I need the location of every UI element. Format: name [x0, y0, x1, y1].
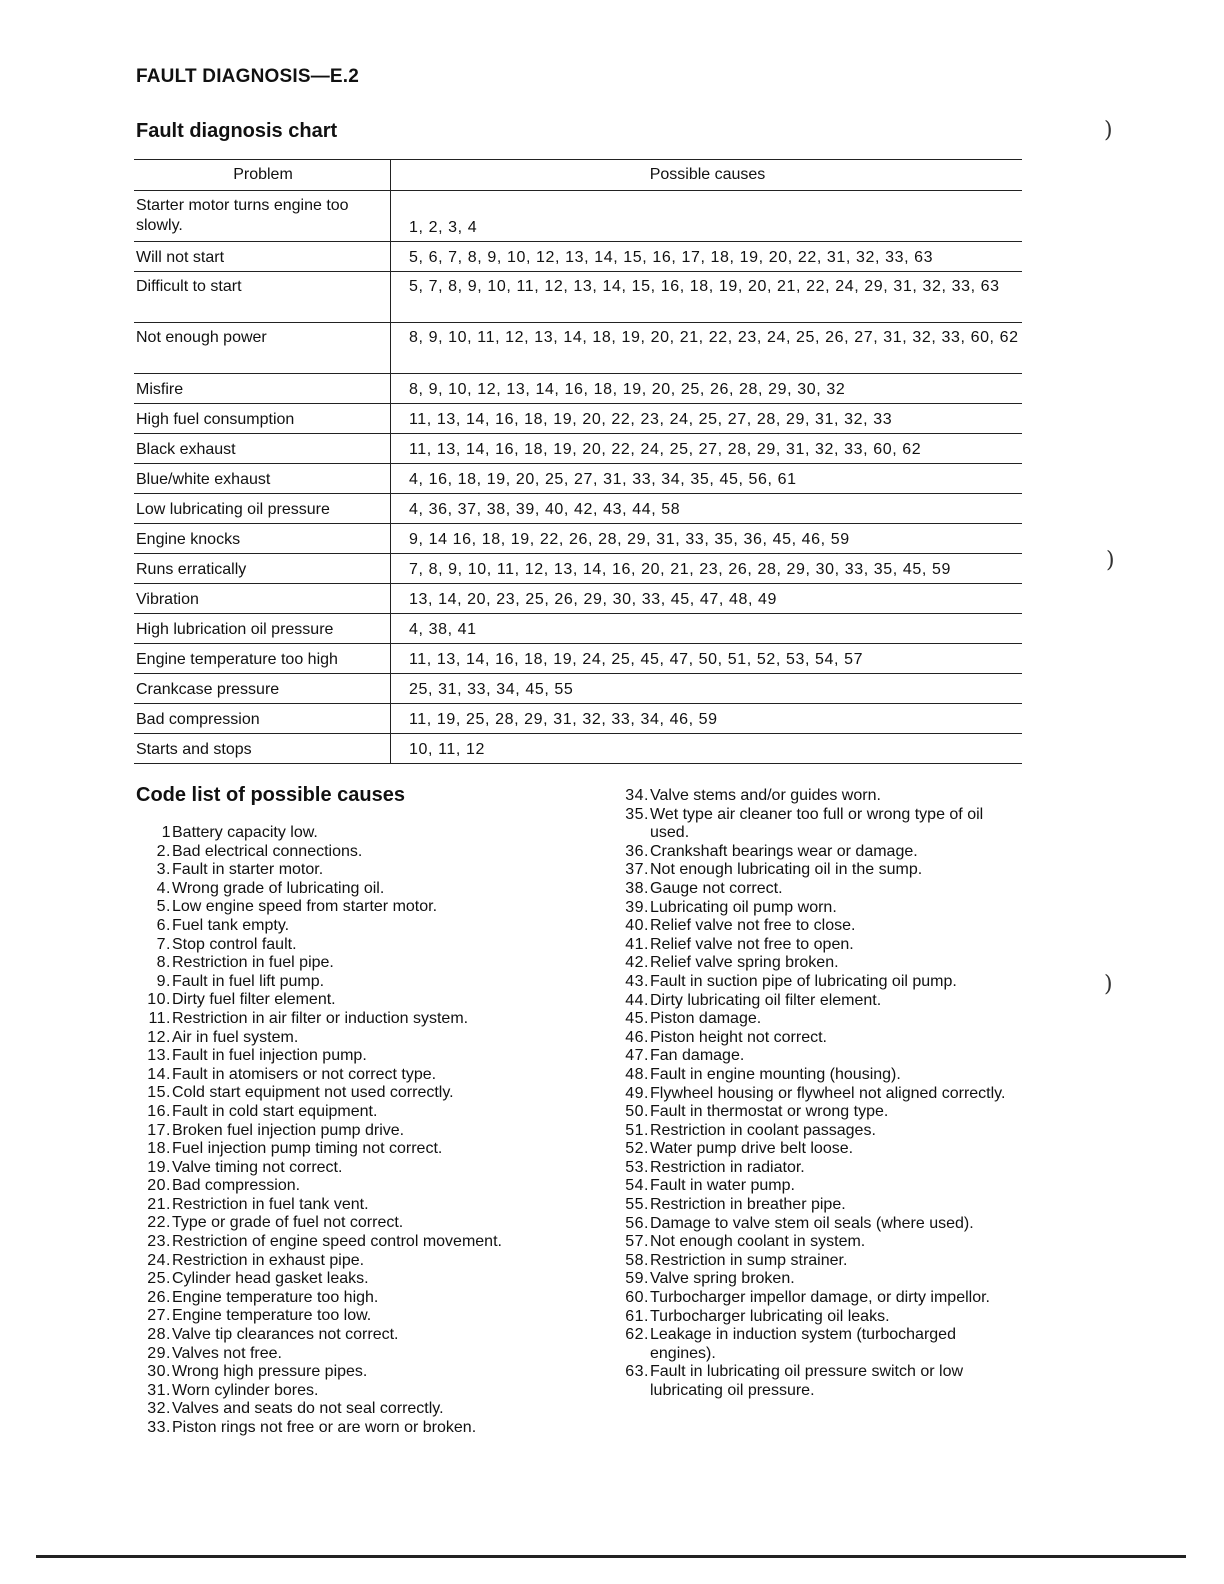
causes-cell: 4, 38, 41 [391, 614, 1023, 644]
causes-cell: 8, 9, 10, 11, 12, 13, 14, 18, 19, 20, 21, 22, 23, 24, 25, 26, 27, 31, 32, 33, 60, 62 [391, 323, 1023, 374]
code-description: Restriction in sump strainer. [650, 1251, 848, 1269]
code-number: 34. [625, 787, 649, 804]
code-number: 8. [156, 954, 171, 972]
code-description: Leakage in induction system (turbocharged engines). [650, 1326, 956, 1362]
table-row [134, 434, 1022, 464]
list-item [612, 1363, 1012, 1400]
table-row [134, 614, 1022, 644]
binder-hole-mark: ) [1106, 548, 1115, 573]
code-description: Dirty fuel filter element. [172, 991, 336, 1009]
problem-cell: Bad compression [134, 704, 391, 734]
list-item [612, 1270, 1012, 1289]
code-number: 5. [156, 898, 171, 916]
causes-cell: 13, 14, 20, 23, 25, 26, 29, 30, 33, 45, 47, 48, 49 [391, 584, 1023, 614]
code-number: 55. [625, 1196, 649, 1214]
list-item [134, 1010, 574, 1029]
causes-cell: 11, 13, 14, 16, 18, 19, 20, 22, 24, 25, 27, 28, 29, 31, 32, 33, 60, 62 [391, 434, 1023, 464]
code-number: 50. [625, 1103, 649, 1121]
code-description: Fault in fuel injection pump. [172, 1047, 367, 1065]
list-item [612, 1326, 1012, 1363]
code-description: Restriction of engine speed control movement. [172, 1233, 502, 1251]
list-item [134, 1400, 574, 1419]
problem-column-header: Problem [134, 160, 391, 191]
code-number: 6. [156, 916, 171, 934]
list-item [612, 787, 1012, 806]
list-item [612, 1196, 1012, 1215]
list-item [612, 1233, 1012, 1252]
code-description: Type or grade of fuel not correct. [172, 1214, 404, 1232]
causes-cell: 4, 16, 18, 19, 20, 25, 27, 31, 33, 34, 35, 45, 56, 61 [391, 464, 1023, 494]
table-row [134, 191, 1022, 242]
code-number: 18. [147, 1140, 171, 1158]
list-item [134, 1252, 574, 1271]
code-number: 2. [156, 842, 171, 860]
code-number: 37. [625, 861, 649, 879]
list-item [612, 1066, 1012, 1085]
chart-title: Fault diagnosis chart [136, 120, 338, 142]
problem-cell: Runs erratically [134, 554, 391, 584]
code-number: 49. [625, 1084, 649, 1102]
code-number: 10. [147, 991, 171, 1009]
code-description: Cold start equipment not used correctly. [172, 1084, 454, 1102]
code-number: 26. [147, 1288, 171, 1306]
problem-cell: Blue/white exhaust [134, 464, 391, 494]
code-number: 3. [156, 861, 171, 879]
code-description: Fan damage. [650, 1047, 745, 1065]
code-number: 43. [625, 972, 649, 990]
code-number: 32. [147, 1400, 171, 1418]
code-description: Flywheel housing or flywheel not aligned correctly. [650, 1084, 1006, 1102]
binder-hole-mark: ) [1104, 972, 1113, 997]
list-item [134, 1289, 574, 1308]
problem-cell: High lubrication oil pressure [134, 614, 391, 644]
causes-cell: 25, 31, 33, 34, 45, 55 [391, 674, 1023, 704]
list-item [134, 1326, 574, 1345]
problem-cell: Vibration [134, 584, 391, 614]
code-number: 4. [156, 879, 171, 897]
list-item [134, 936, 574, 955]
code-list-right-column [612, 787, 1012, 1401]
code-number: 35. [625, 805, 649, 823]
code-number: 9. [156, 972, 171, 990]
causes-cell: 10, 11, 12 [391, 734, 1023, 764]
code-description: Broken fuel injection pump drive. [172, 1121, 405, 1139]
list-item [612, 992, 1012, 1011]
code-description: Bad compression. [172, 1177, 301, 1195]
problem-cell: Engine knocks [134, 524, 391, 554]
list-item [612, 880, 1012, 899]
list-item [134, 1103, 574, 1122]
code-number: 42. [625, 954, 649, 972]
problem-cell: Starter motor turns engine too slowly. [134, 191, 391, 242]
list-item [612, 806, 1012, 843]
code-description: Relief valve spring broken. [650, 954, 839, 972]
table-row [134, 272, 1022, 323]
list-item [612, 843, 1012, 862]
causes-column-header: Possible causes [391, 160, 1023, 191]
table-row [134, 494, 1022, 524]
code-number: 7. [156, 935, 171, 953]
code-number: 60. [625, 1289, 649, 1307]
table-row [134, 554, 1022, 584]
problem-cell: Not enough power [134, 323, 391, 374]
causes-cell: 11, 13, 14, 16, 18, 19, 24, 25, 45, 47, 50, 51, 52, 53, 54, 57 [391, 644, 1023, 674]
code-description: Low engine speed from starter motor. [172, 898, 438, 916]
code-description: Fuel tank empty. [172, 916, 290, 934]
list-item [612, 1215, 1012, 1234]
code-description: Relief valve not free to close. [650, 917, 856, 935]
causes-cell: 4, 36, 37, 38, 39, 40, 42, 43, 44, 58 [391, 494, 1023, 524]
code-description: Fault in cold start equipment. [172, 1102, 378, 1120]
list-item [612, 1103, 1012, 1122]
code-number: 44. [625, 991, 649, 1009]
list-item [134, 1214, 574, 1233]
list-item [612, 973, 1012, 992]
list-item [134, 1233, 574, 1252]
table-header-row [134, 160, 1022, 191]
list-item [612, 936, 1012, 955]
list-item [134, 824, 574, 843]
list-item [134, 1419, 574, 1438]
list-item [612, 1159, 1012, 1178]
code-number: 17. [147, 1121, 171, 1139]
code-description: Restriction in fuel pipe. [172, 954, 334, 972]
code-number: 51. [625, 1121, 649, 1139]
problem-cell: Misfire [134, 374, 391, 404]
code-number: 61. [625, 1307, 649, 1325]
list-item [612, 1289, 1012, 1308]
code-description: Fault in suction pipe of lubricating oil pump. [650, 972, 957, 990]
table-row [134, 374, 1022, 404]
code-list-left-column [134, 824, 574, 1438]
code-description: Not enough lubricating oil in the sump. [650, 861, 923, 879]
fault-diagnosis-table [134, 159, 1022, 764]
list-item [134, 1196, 574, 1215]
code-number: 13. [147, 1047, 171, 1065]
code-description: Turbocharger impellor damage, or dirty impellor. [650, 1289, 990, 1307]
code-number: 36. [625, 842, 649, 860]
code-description: Not enough coolant in system. [650, 1233, 866, 1251]
list-item [612, 1308, 1012, 1327]
list-item [134, 917, 574, 936]
causes-cell: 7, 8, 9, 10, 11, 12, 13, 14, 16, 20, 21, 23, 26, 28, 29, 30, 33, 35, 45, 59 [391, 554, 1023, 584]
code-description: Lubricating oil pump worn. [650, 898, 837, 916]
table-row [134, 323, 1022, 374]
code-number: 47. [625, 1047, 649, 1065]
code-description: Restriction in fuel tank vent. [172, 1195, 369, 1213]
code-description: Fault in engine mounting (housing). [650, 1065, 901, 1083]
list-item [612, 1029, 1012, 1048]
table-row [134, 242, 1022, 272]
code-description: Fault in starter motor. [172, 861, 324, 879]
code-description: Bad electrical connections. [172, 842, 363, 860]
code-number: 39. [625, 898, 649, 916]
code-description: Fault in lubricating oil pressure switch or low lubricating oil pressure. [650, 1363, 964, 1399]
list-item [134, 1122, 574, 1141]
list-item [134, 880, 574, 899]
code-number: 14. [147, 1065, 171, 1083]
code-description: Water pump drive belt loose. [650, 1140, 854, 1158]
list-item [134, 954, 574, 973]
problem-cell: Crankcase pressure [134, 674, 391, 704]
causes-cell: 9, 14 16, 18, 19, 22, 26, 28, 29, 31, 33, 35, 36, 45, 46, 59 [391, 524, 1023, 554]
table-row [134, 674, 1022, 704]
code-number: 24. [147, 1251, 171, 1269]
causes-cell: 8, 9, 10, 12, 13, 14, 16, 18, 19, 20, 25, 26, 28, 29, 30, 32 [391, 374, 1023, 404]
list-item [612, 1010, 1012, 1029]
code-number: 28. [147, 1326, 171, 1344]
code-description: Wrong high pressure pipes. [172, 1363, 368, 1381]
code-number: 46. [625, 1028, 649, 1046]
list-item [612, 899, 1012, 918]
list-item [612, 917, 1012, 936]
code-number: 41. [625, 935, 649, 953]
code-description: Wet type air cleaner too full or wrong type of oil used. [650, 805, 984, 842]
code-description: Relief valve not free to open. [650, 935, 854, 953]
code-description: Turbocharger lubricating oil leaks. [650, 1307, 890, 1325]
problem-cell: Low lubricating oil pressure [134, 494, 391, 524]
code-description: Restriction in breather pipe. [650, 1196, 846, 1214]
list-item [612, 954, 1012, 973]
code-description: Fault in atomisers or not correct type. [172, 1065, 437, 1083]
table-row [134, 704, 1022, 734]
code-description: Restriction in exhaust pipe. [172, 1251, 365, 1269]
code-description: Stop control fault. [172, 935, 297, 953]
code-number: 40. [625, 917, 649, 935]
list-item [612, 1047, 1012, 1066]
code-number: 29. [147, 1344, 171, 1362]
code-number: 45. [625, 1010, 649, 1028]
code-description: Valve tip clearances not correct. [172, 1326, 399, 1344]
list-item [134, 1345, 574, 1364]
code-description: Fuel injection pump timing not correct. [172, 1140, 443, 1158]
page-bottom-edge [36, 1555, 1186, 1558]
list-item [134, 1382, 574, 1401]
code-description: Cylinder head gasket leaks. [172, 1270, 369, 1288]
list-item [612, 1122, 1012, 1141]
code-description: Valve stems and/or guides worn. [650, 787, 881, 804]
code-number: 54. [625, 1177, 649, 1195]
list-item [134, 861, 574, 880]
list-item [134, 1363, 574, 1382]
code-number: 53. [625, 1158, 649, 1176]
code-description: Valves not free. [172, 1344, 282, 1362]
code-description: Crankshaft bearings wear or damage. [650, 842, 918, 860]
code-description: Valve timing not correct. [172, 1158, 343, 1176]
code-number: 12. [147, 1028, 171, 1046]
code-description: Wrong grade of lubricating oil. [172, 879, 385, 897]
code-number: 22. [147, 1214, 171, 1232]
code-description: Air in fuel system. [172, 1028, 299, 1046]
code-description: Battery capacity low. [172, 824, 318, 841]
code-number: 48. [625, 1065, 649, 1083]
code-number: 31. [147, 1381, 171, 1399]
list-item [134, 1084, 574, 1103]
table-row [134, 464, 1022, 494]
code-description: Gauge not correct. [650, 879, 783, 897]
code-number: 56. [625, 1214, 649, 1232]
problem-cell: Black exhaust [134, 434, 391, 464]
problem-cell: High fuel consumption [134, 404, 391, 434]
code-list-title: Code list of possible causes [136, 784, 405, 806]
code-number: 58. [625, 1251, 649, 1269]
problem-cell: Difficult to start [134, 272, 391, 323]
code-description: Engine temperature too high. [172, 1288, 379, 1306]
code-number: 21. [147, 1195, 171, 1213]
code-number: 20. [147, 1177, 171, 1195]
problem-cell: Will not start [134, 242, 391, 272]
code-number: 27. [147, 1307, 171, 1325]
list-item [134, 1307, 574, 1326]
code-description: Piston damage. [650, 1010, 762, 1028]
list-item [134, 973, 574, 992]
code-number: 62. [625, 1326, 649, 1344]
code-description: Restriction in radiator. [650, 1158, 805, 1176]
list-item [612, 1177, 1012, 1196]
causes-cell: 11, 13, 14, 16, 18, 19, 20, 22, 23, 24, 25, 27, 28, 29, 31, 32, 33 [391, 404, 1023, 434]
code-number: 30. [147, 1363, 171, 1381]
table-row [134, 644, 1022, 674]
code-description: Valves and seats do not seal correctly. [172, 1400, 444, 1418]
table-row [134, 524, 1022, 554]
table-row [134, 584, 1022, 614]
code-description: Dirty lubricating oil filter element. [650, 991, 882, 1009]
code-number: 63. [625, 1363, 649, 1381]
code-number: 38. [625, 879, 649, 897]
code-description: Worn cylinder bores. [172, 1381, 319, 1399]
list-item [612, 1085, 1012, 1104]
code-description: Restriction in air filter or induction system. [172, 1009, 469, 1027]
list-item [134, 1177, 574, 1196]
code-number: 15. [147, 1084, 171, 1102]
code-description: Damage to valve stem oil seals (where used). [650, 1214, 974, 1232]
problem-cell: Starts and stops [134, 734, 391, 764]
list-item [134, 843, 574, 862]
code-number: 25. [147, 1270, 171, 1288]
list-item [612, 1140, 1012, 1159]
code-number: 52. [625, 1140, 649, 1158]
list-item [134, 1047, 574, 1066]
code-number: 16. [147, 1102, 171, 1120]
causes-cell: 5, 6, 7, 8, 9, 10, 12, 13, 14, 15, 16, 17, 18, 19, 20, 22, 31, 32, 33, 63 [391, 242, 1023, 272]
list-item [134, 1029, 574, 1048]
page-title: FAULT DIAGNOSIS—E.2 [136, 66, 360, 87]
code-description: Fault in water pump. [650, 1177, 795, 1195]
code-number: 57. [625, 1233, 649, 1251]
code-number: 1 [161, 824, 171, 841]
code-number: 19. [147, 1158, 171, 1176]
causes-cell: 5, 7, 8, 9, 10, 11, 12, 13, 14, 15, 16, 18, 19, 20, 21, 22, 24, 29, 31, 32, 33, 63 [391, 272, 1023, 323]
list-item [134, 1140, 574, 1159]
code-description: Valve spring broken. [650, 1270, 795, 1288]
code-description: Restriction in coolant passages. [650, 1121, 876, 1139]
code-description: Engine temperature too low. [172, 1307, 372, 1325]
code-number: 33. [147, 1419, 171, 1436]
problem-cell: Engine temperature too high [134, 644, 391, 674]
list-item [612, 861, 1012, 880]
list-item [134, 991, 574, 1010]
list-item [134, 898, 574, 917]
code-description: Fault in thermostat or wrong type. [650, 1103, 889, 1121]
list-item [134, 1270, 574, 1289]
binder-hole-mark: ) [1104, 118, 1113, 143]
table-row [134, 734, 1022, 764]
list-item [612, 1252, 1012, 1271]
table-row [134, 404, 1022, 434]
code-number: 23. [147, 1233, 171, 1251]
list-item [134, 1159, 574, 1178]
code-description: Fault in fuel lift pump. [172, 972, 325, 990]
causes-cell: 11, 19, 25, 28, 29, 31, 32, 33, 34, 46, 59 [391, 704, 1023, 734]
code-description: Piston height not correct. [650, 1028, 827, 1046]
code-number: 11. [148, 1009, 171, 1027]
causes-cell: 1, 2, 3, 4 [391, 191, 1023, 242]
code-description: Piston rings not free or are worn or broken. [172, 1419, 477, 1436]
code-number: 59. [625, 1270, 649, 1288]
list-item [134, 1066, 574, 1085]
